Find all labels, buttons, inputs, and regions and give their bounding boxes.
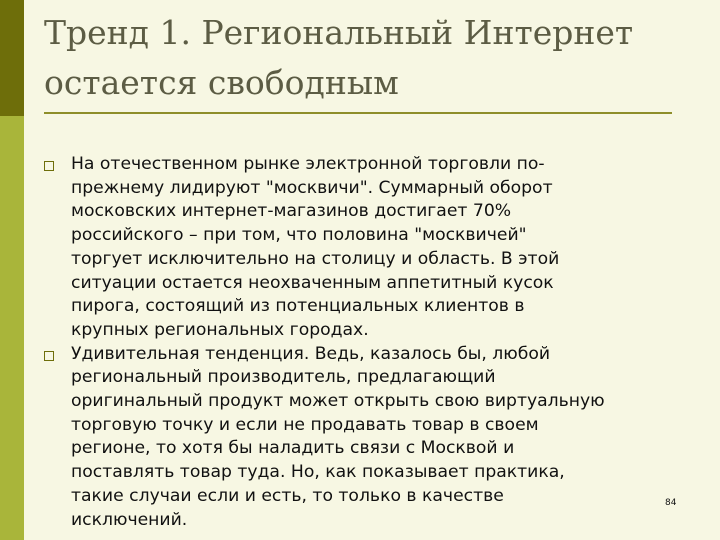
bullet-1-line-2: прежнему лидируют "москвичи". Суммарный оборот — [71, 177, 553, 198]
bullet-list — [44, 153, 704, 532]
square-bullet-icon — [44, 161, 54, 171]
bullet-1-line-7: пирога, состоящий из потенциальных клиентов в — [71, 296, 525, 317]
bullet-2-line-7: такие случаи если и есть, то только в качестве — [71, 485, 504, 506]
bullet-1-line-8: крупных региональных городах. — [71, 319, 369, 340]
bullet-item-1 — [44, 153, 704, 343]
title-divider — [44, 112, 672, 114]
slide-title — [44, 8, 694, 108]
bullet-2-line-2: региональный производитель, предлагающий — [71, 367, 496, 388]
bullet-1-line-4: российского – при том, что половина "москвичей" — [71, 225, 527, 246]
bullet-2-line-8: исключений. — [71, 509, 188, 530]
bullet-2-line-1: Удивительная тенденция. Ведь, казалось бы, любой — [71, 343, 551, 364]
bullet-1-line-1: На отечественном рынке электронной торговли по- — [71, 154, 545, 174]
slide-title-line-1: Тренд 1. Региональный Интернет — [44, 13, 634, 52]
left-accent-bar-top — [0, 0, 24, 116]
slide-title-line-2: остается свободным — [44, 63, 399, 102]
left-accent-bar-bottom — [0, 116, 24, 540]
bullet-1-line-5: торгует исключительно на столицу и область. В этой — [71, 248, 560, 269]
bullet-1-line-6: ситуации остается неохваченным аппетитный кусок — [71, 272, 554, 293]
bullet-item-2 — [44, 343, 704, 533]
bullet-1-line-3: московских интернет-магазинов достигает 70% — [71, 201, 512, 222]
bullet-2-line-4: торговую точку и если не продавать товар в своем — [71, 414, 539, 435]
square-bullet-icon — [44, 351, 54, 361]
page-number: 84 — [665, 498, 677, 508]
bullet-2-line-5: регионе, то хотя бы наладить связи с Москвой и — [71, 438, 515, 459]
bullet-2-line-6: поставлять товар туда. Но, как показывает практика, — [71, 462, 565, 483]
bullet-2-line-3: оригинальный продукт может открыть свою виртуальную — [71, 391, 605, 412]
